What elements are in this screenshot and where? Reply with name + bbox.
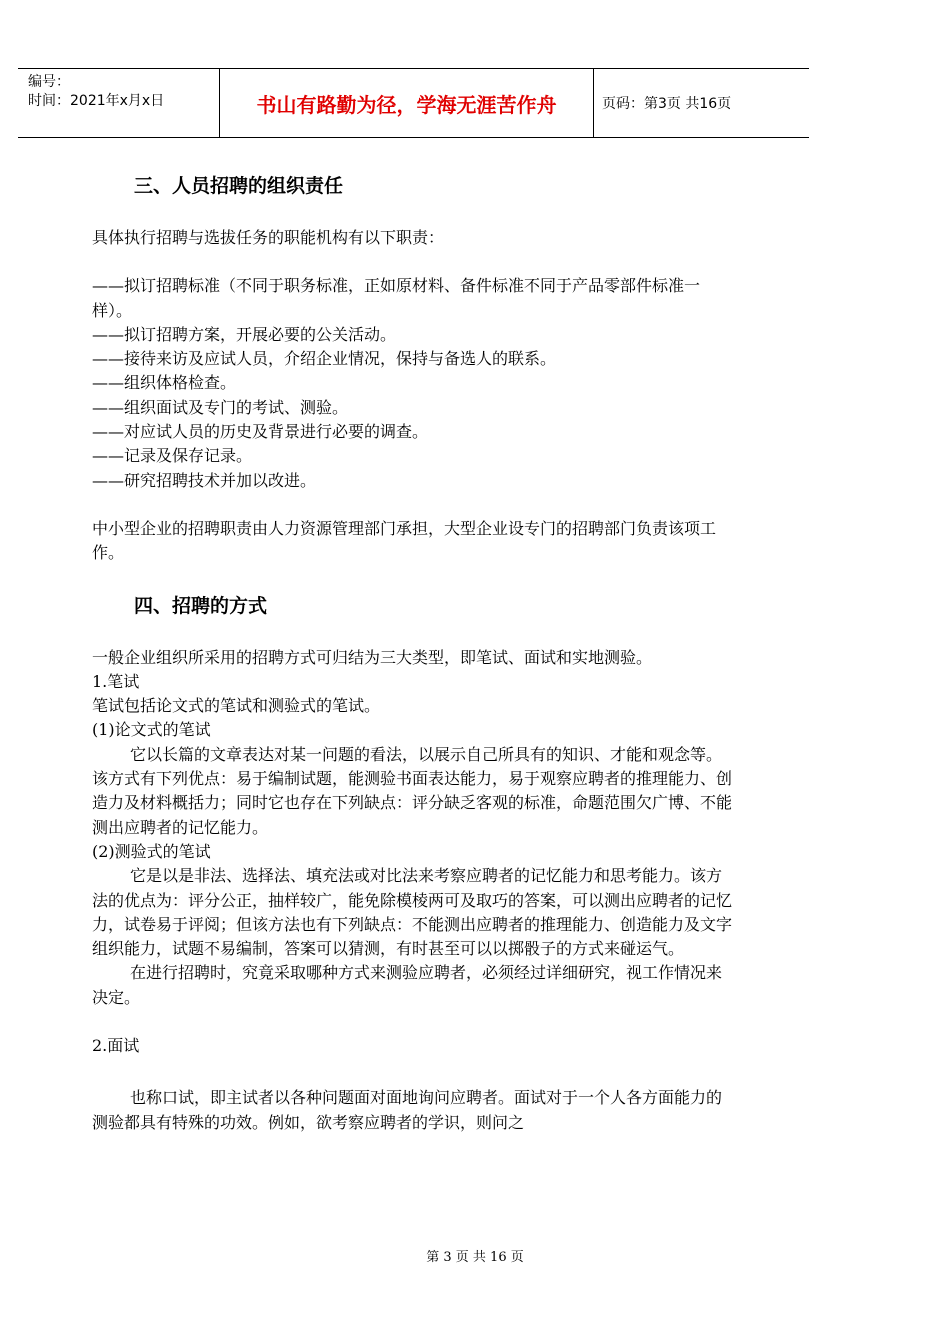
duty-item: ——拟订招聘方案，开展必要的公关活动。 (92, 324, 397, 344)
written-test-intro: 笔试包括论文式的笔试和测验式的笔试。 (92, 696, 381, 716)
written-test-heading: 1.笔试 (92, 671, 140, 691)
number-label: 编号： (28, 74, 70, 90)
section-3-intro: 具体执行招聘与选拔任务的职能机构有以下职责： (92, 228, 445, 247)
interview-heading: 2.面试 (92, 1036, 140, 1056)
interview-body: 也称口试，即主试者以各种问题面对面地询问应聘者。面试对于一个人各方面能力的测验都具有特殊的功效。例如，欲考察应聘者的学识，则问之 (92, 1088, 723, 1132)
duty-item: ——组织面试及专门的考试、测验。 (92, 397, 349, 417)
duty-item: ——研究招聘技术并加以改进。 (92, 470, 317, 490)
duty-item: ——记录及保存记录。 (92, 446, 253, 466)
section-3-closing: 中小型企业的招聘职责由人力资源管理部门承担，大型企业设专门的招聘部门负责该项工作。 (92, 518, 717, 563)
section-4-title: 四、招聘的方式 (134, 594, 268, 617)
essay-test-body: 它以长篇的文章表达对某一问题的看法，以展示自己所具有的知识、才能和观念等。该方式有下列优点：易于编制试题，能测验书面表达能力，易于观察应聘者的推理能力、创造力及材料概括力；同时它也存在下列缺点：评分缺乏客观的标准，命题范围欠广博、不能测出应聘者的记忆能力。 (92, 744, 733, 837)
duty-list (92, 274, 732, 493)
duty-item: ——对应试人员的历史及背景进行必要的调查。 (92, 422, 429, 442)
document-body (92, 166, 732, 1135)
objective-test-heading: (2)测验式的笔试 (92, 841, 211, 861)
header-page-label: 页码：第3页 共16页 (602, 96, 732, 112)
duty-item: ——组织体格检查。 (92, 373, 237, 393)
duty-item: ——拟订招聘标准（不同于职务标准，正如原材料、备件标准不同于产品零部件标准一样）。 (92, 276, 701, 320)
essay-test-heading: (1)论文式的笔试 (92, 720, 211, 740)
header-meta (18, 69, 220, 137)
duty-item: ——接待来访及应试人员，介绍企业情况，保持与备选人的联系。 (92, 349, 557, 369)
page-header (18, 68, 809, 138)
time-label: 时间：2021年x月x日 (28, 93, 165, 109)
section-3-title: 三、人员招聘的组织责任 (134, 175, 344, 197)
header-motto: 书山有路勤为径，学海无涯苦作舟 (220, 69, 594, 137)
objective-test-conclusion: 在进行招聘时，究竟采取哪种方式来测验应聘者，必须经过详细研究，视工作情况来决定。 (92, 963, 723, 1007)
page-footer: 第 3 页 共 16 页 (426, 1250, 524, 1265)
section-4-intro: 一般企业组织所采用的招聘方式可归结为三大类型，即笔试、面试和实地测验。 (92, 647, 653, 667)
objective-test-body: 它是以是非法、选择法、填充法或对比法来考察应聘者的记忆能力和思考能力。该方法的优点为：评分公正，抽样较广，能免除模棱两可及取巧的答案，可以测出应聘者的记忆力，试卷易于评阅；但该方法也有下列缺点：不能测出应聘者的推理能力、创造能力及文字组织能力，试题不易编制，答案可以猜测，有时甚至可以以掷骰子的方式来碰运气。 (92, 866, 733, 959)
